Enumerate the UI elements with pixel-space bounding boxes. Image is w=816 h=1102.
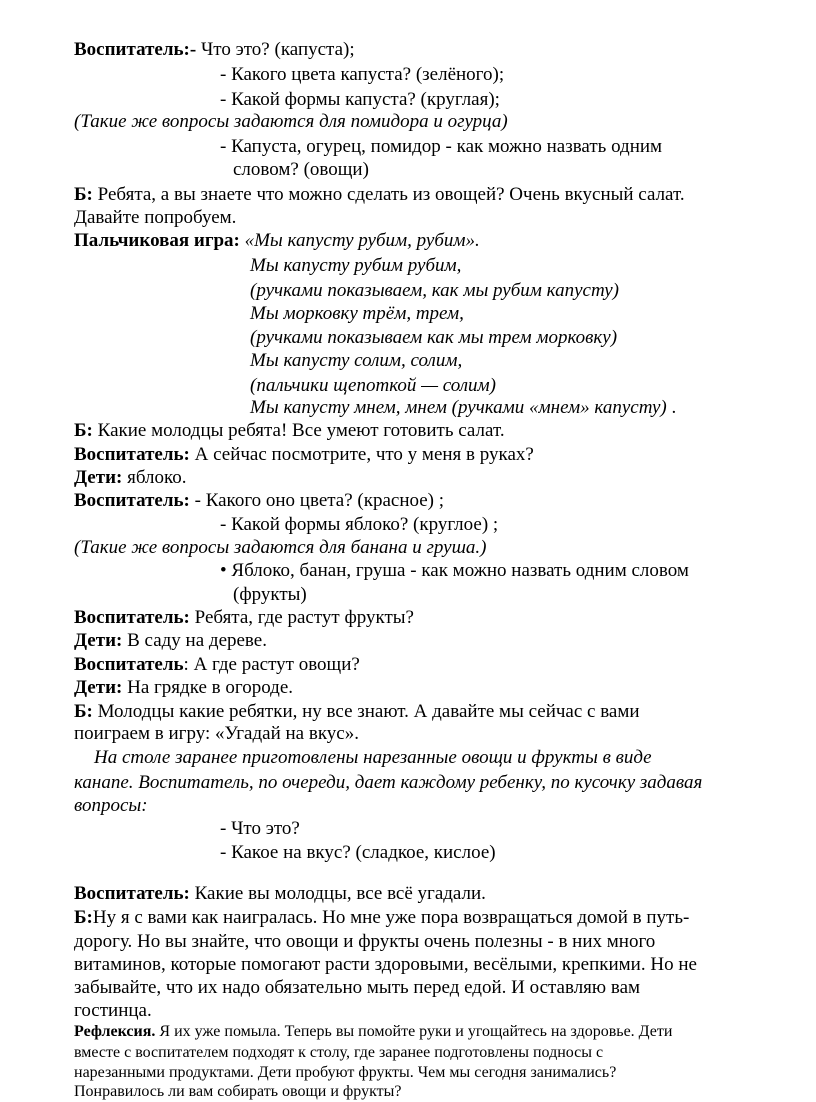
dialogue-line <box>74 419 505 443</box>
line-text: Ну я с вами как наигралась. Но мне уже пора возвращаться домой в путь- <box>92 907 690 928</box>
paragraph-line: витаминов, которые помогают расти здоровыми, весёлыми, крепкими. Но не <box>74 954 697 975</box>
reflection-line <box>74 1021 672 1042</box>
dialogue-line <box>74 466 187 490</box>
line-text: Какие вы молодцы, все всё угадали. <box>189 883 486 904</box>
speaker-label: Дети: <box>74 630 123 651</box>
dialogue-line <box>74 676 293 700</box>
line-text: : А где растут овощи? <box>183 654 360 675</box>
paragraph-line: поиграем в игру: «Угадай на вкус». <box>74 723 359 744</box>
italic-note: (Такие же вопросы задаются для банана и груша.) <box>74 537 487 558</box>
reflection-line: нарезанными продуктами. Дети пробуют фрукты. Чем мы сегодня занимались? <box>74 1064 617 1081</box>
poem-line: (ручками показываем как мы трем морковку) <box>250 327 618 348</box>
speaker-label: Воспитатель:- <box>74 39 197 60</box>
speaker-label: Воспитатель <box>74 654 184 675</box>
reflection-line: Понравилось ли вам собирать овощи и фрукты? <box>74 1083 402 1100</box>
question-line: словом? (овощи) <box>233 159 369 180</box>
line-text: Молодцы какие ребятки, ну все знают. А давайте мы сейчас с вами <box>92 701 640 722</box>
line-text: А сейчас посмотрите, что у меня в руках? <box>189 444 534 465</box>
speaker-label: Б: <box>74 184 93 205</box>
speaker-label: Воспитатель: <box>74 883 190 904</box>
line-text: В саду на дереве. <box>122 630 267 651</box>
paragraph-line: забывайте, что их надо обязательно мыть перед едой. И оставляю вам <box>74 977 641 998</box>
question-line: - Какое на вкус? (сладкое, кислое) <box>220 842 496 863</box>
dialogue-line <box>74 183 685 207</box>
dialogue-line <box>74 882 486 906</box>
question-line: (фрукты) <box>233 584 307 605</box>
question-line: - Какой формы капуста? (круглая); <box>220 89 500 110</box>
poem-line: (ручками показываем, как мы рубим капусту) <box>250 280 619 301</box>
question-line: - Что это? <box>220 818 300 839</box>
speaker-label: Б: <box>74 701 93 722</box>
question-line: - Капуста, огурец, помидор - как можно назвать одним <box>220 136 663 157</box>
speaker-label: Дети: <box>74 467 123 488</box>
reflection-line: вместе с воспитателем подходят к столу, где заранее подготовлены подносы с <box>74 1044 604 1061</box>
poem-line: Мы морковку трём, трем, <box>250 303 464 324</box>
speaker-label: Воспитатель: <box>74 490 190 511</box>
question-line: - Какой формы яблоко? (круглое) ; <box>220 514 499 535</box>
italic-note: вопросы: <box>74 795 148 816</box>
question-line: - Какого цвета капуста? (зелёного); <box>220 64 505 85</box>
dialogue-line <box>74 38 355 62</box>
dialogue-line <box>74 443 534 467</box>
line-text: Мы капусту мнем, мнем (ручками «мнем» капусту) <box>250 397 667 418</box>
poem-line: Мы капусту рубим рубим, <box>250 255 462 276</box>
speaker-label: Дети: <box>74 677 123 698</box>
speaker-label: Рефлексия. <box>74 1023 156 1040</box>
line-text: Ребята, где растут фрукты? <box>189 607 414 628</box>
poem-line: Мы капусту солим, солим, <box>250 350 463 371</box>
speaker-label: Б: <box>74 907 93 928</box>
line-text: На грядке в огороде. <box>122 677 293 698</box>
line-tail: . <box>666 397 677 418</box>
poem-line <box>250 396 676 420</box>
italic-note: На столе заранее приготовлены нарезанные овощи и фрукты в виде <box>94 747 652 768</box>
dialogue-line <box>74 906 689 930</box>
speaker-label: Пальчиковая игра: <box>74 230 240 251</box>
dialogue-line <box>74 653 360 677</box>
paragraph-line: Давайте попробуем. <box>74 207 237 228</box>
speaker-label: Воспитатель: <box>74 607 190 628</box>
dialogue-line <box>74 606 414 630</box>
line-text: Ребята, а вы знаете что можно сделать из овощей? Очень вкусный салат. <box>92 184 685 205</box>
speaker-label: Воспитатель: <box>74 444 190 465</box>
dialogue-line <box>74 629 267 653</box>
speaker-label: Б: <box>74 420 93 441</box>
line-text: Я их уже помыла. Теперь вы помойте руки и угощайтесь на здоровье. Дети <box>155 1023 673 1040</box>
line-text: Что это? (капуста); <box>196 39 355 60</box>
italic-note: (Такие же вопросы задаются для помидора и огурца) <box>74 111 508 132</box>
line-text: яблоко. <box>122 467 187 488</box>
paragraph-line: дорогу. Но вы знайте, что овощи и фрукты очень полезны - в них много <box>74 931 656 952</box>
paragraph-line: гостинца. <box>74 1000 152 1021</box>
dialogue-line <box>74 229 480 253</box>
line-text: Какие молодцы ребята! Все умеют готовить салат. <box>92 420 505 441</box>
question-line: • Яблоко, банан, груша - как можно назвать одним словом <box>220 560 689 581</box>
poem-line: (пальчики щепоткой — солим) <box>250 375 496 396</box>
dialogue-line <box>74 489 444 513</box>
line-text: - Какого оно цвета? (красное) ; <box>189 490 445 511</box>
italic-note: канапе. Воспитатель, по очереди, дает каждому ребенку, по кусочку задавая <box>74 772 703 793</box>
dialogue-line <box>74 700 640 724</box>
line-text: «Мы капусту рубим, рубим». <box>239 230 480 251</box>
